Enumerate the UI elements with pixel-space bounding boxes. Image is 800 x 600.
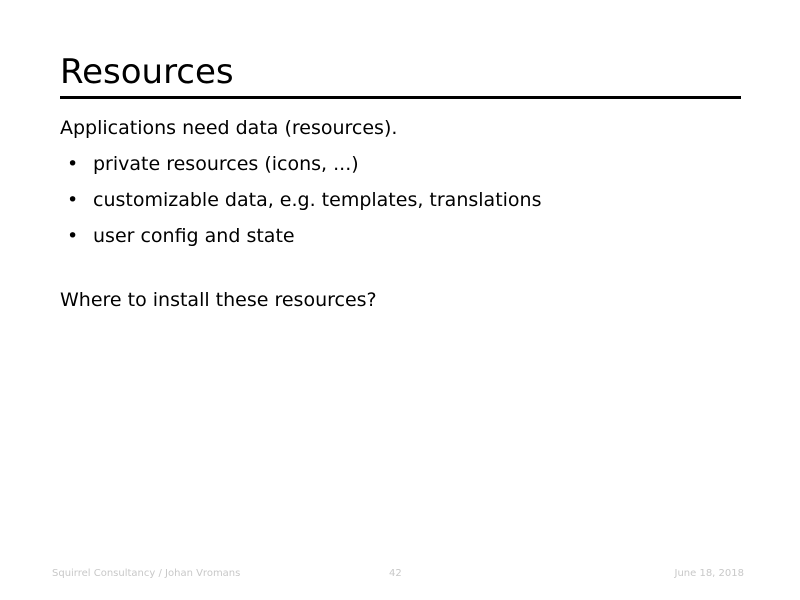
footer-author: Squirrel Consultancy / Johan Vromans [52,568,241,579]
bullet-icon: • [67,153,79,175]
bullet-item [60,185,750,221]
bullet-text: user config and state [93,225,295,247]
title-underline [60,96,741,99]
page-number: 42 [389,568,402,579]
bullet-list [60,149,750,257]
bullet-icon: • [67,189,79,211]
bullet-item [60,149,750,185]
bullet-text: customizable data, e.g. templates, translations [93,189,542,211]
slide-title: Resources [60,52,234,92]
bullet-item [60,221,750,257]
bullet-icon: • [67,225,79,247]
footer-date: June 18, 2018 [674,568,744,579]
slide-content [60,113,750,315]
question-text: Where to install these resources? [60,289,377,311]
slide-footer [52,566,744,582]
bullet-text: private resources (icons, ...) [93,153,359,175]
intro-text: Applications need data (resources). [60,117,398,139]
